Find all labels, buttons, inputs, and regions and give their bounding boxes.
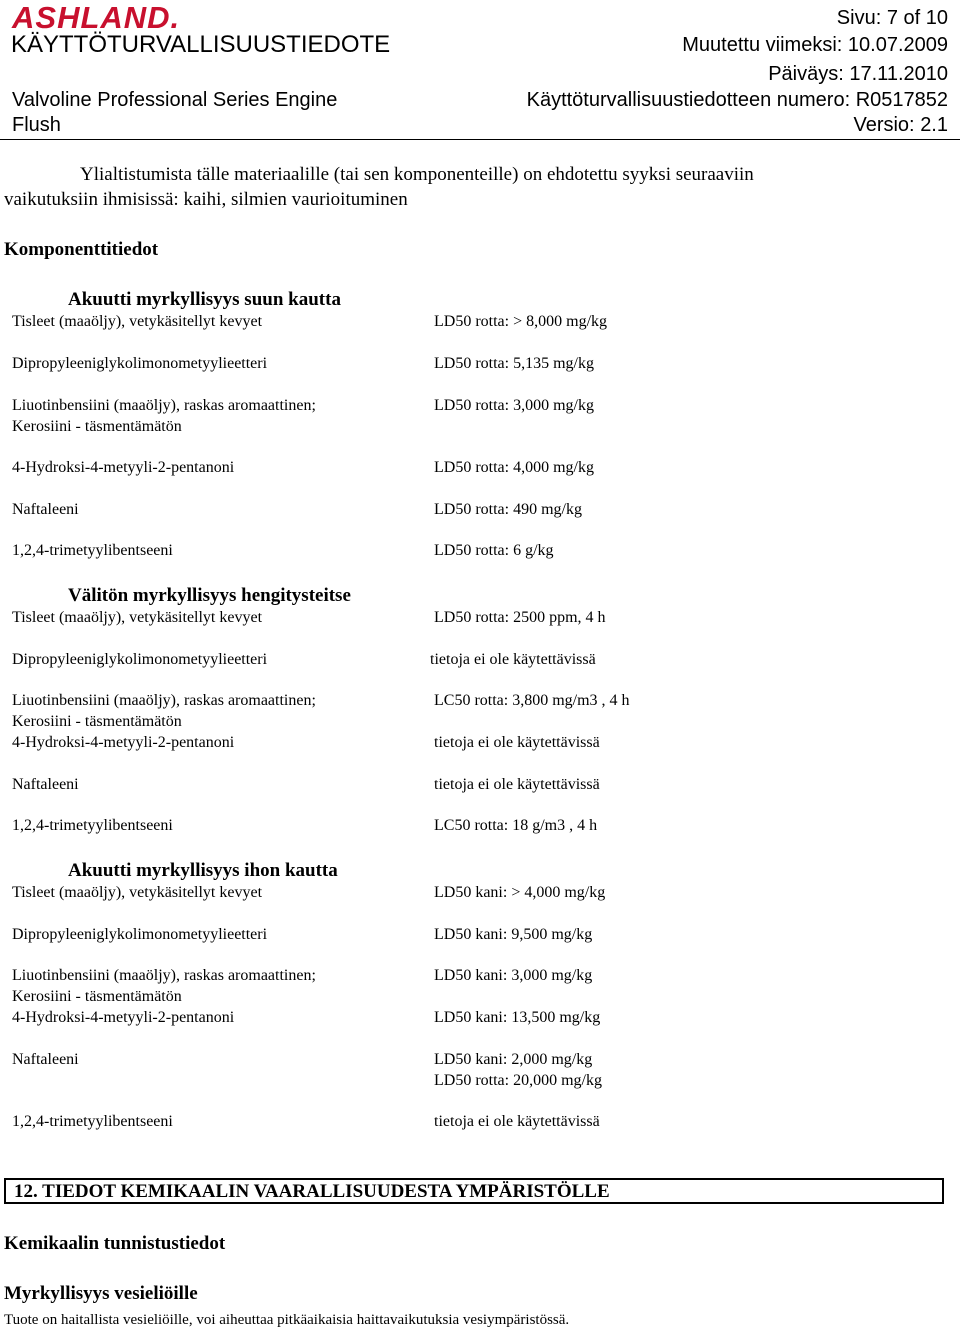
aquatic-toxicity-text: Tuote on haitallista vesieliöille, voi aiheuttaa pitkäaikaisia haittavaikutuksia vesiympäristössä.	[4, 1312, 570, 1328]
component-name: 4-Hydroksi-4-metyyli-2-pentanoni	[12, 459, 235, 476]
revised-date	[682, 33, 948, 57]
toxicity-value: LD50 kani: 3,000 mg/kg	[434, 967, 593, 984]
product-name-line1: Valvoline Professional Series Engine	[12, 89, 338, 111]
component-info-heading: Komponenttitiedot	[4, 239, 159, 260]
component-name-cont: Kerosiini - täsmentämätön	[12, 713, 182, 730]
intro-line1: Ylialtistumista tälle materiaalille (tai sen komponenteille) on ehdotettu syyksi seuraaviin	[80, 164, 754, 185]
component-name: Liuotinbensiini (maaöljy), raskas aromaattinen;	[12, 967, 316, 984]
toxicity-value: LD50 rotta: 5,135 mg/kg	[434, 355, 594, 372]
sds-number-value: R0517852	[855, 89, 948, 111]
toxicity-value: LD50 rotta: 2500 ppm, 4 h	[434, 609, 606, 626]
page-label: Sivu:	[836, 7, 882, 29]
revised-label: Muutettu viimeksi:	[682, 34, 843, 56]
component-name: 1,2,4-trimetyylibentseeni	[12, 542, 173, 559]
page-value: 7 of 10	[886, 7, 948, 29]
toxicity-value: LC50 rotta: 18 g/m3 , 4 h	[434, 817, 598, 834]
toxicity-value: LD50 rotta: 4,000 mg/kg	[434, 459, 594, 476]
toxicity-value: LC50 rotta: 3,800 mg/m3 , 4 h	[434, 692, 630, 709]
toxicity-value: LD50 rotta: 6 g/kg	[434, 542, 554, 559]
toxicity-value: LD50 kani: 9,500 mg/kg	[434, 926, 593, 943]
section-12-title: 12. TIEDOT KEMIKAALIN VAARALLISUUDESTA YMPÄRISTÖLLE	[14, 1181, 610, 1202]
component-name-cont: Kerosiini - täsmentämätön	[12, 988, 182, 1005]
oral-toxicity-heading: Akuutti myrkyllisyys suun kautta	[68, 289, 341, 310]
component-name: 1,2,4-trimetyylibentseeni	[12, 817, 173, 834]
issue-date	[768, 62, 948, 86]
date-value: 17.11.2010	[849, 63, 948, 85]
component-name-cont: Kerosiini - täsmentämätön	[12, 418, 182, 435]
component-name: 1,2,4-trimetyylibentseeni	[12, 1113, 173, 1130]
toxicity-value: LD50 kani: 2,000 mg/kg	[434, 1051, 593, 1068]
version-value: 2.1	[920, 114, 948, 136]
date-label: Päiväys:	[768, 63, 844, 85]
component-name: 4-Hydroksi-4-metyyli-2-pentanoni	[12, 1009, 235, 1026]
component-name: Liuotinbensiini (maaöljy), raskas aromaattinen;	[12, 692, 316, 709]
document-title: KÄYTTÖTURVALLISUUSTIEDOTE	[11, 31, 391, 58]
component-name: Dipropyleeniglykolimonometyylieetteri	[12, 926, 268, 943]
component-name: Tisleet (maaöljy), vetykäsitellyt kevyet	[12, 313, 263, 330]
version-label: Versio:	[853, 114, 915, 136]
toxicity-value: LD50 rotta: 3,000 mg/kg	[434, 397, 594, 414]
toxicity-value: LD50 rotta: 490 mg/kg	[434, 501, 582, 518]
component-name: Naftaleeni	[12, 1051, 79, 1068]
component-name: Tisleet (maaöljy), vetykäsitellyt kevyet	[12, 884, 263, 901]
toxicity-value: LD50 rotta: > 8,000 mg/kg	[434, 313, 608, 330]
component-name: Naftaleeni	[12, 776, 79, 793]
version	[853, 113, 948, 137]
component-name: Dipropyleeniglykolimonometyylieetteri	[12, 355, 268, 372]
toxicity-value: tietoja ei ole käytettävissä	[434, 734, 600, 751]
sds-number	[527, 88, 948, 112]
intro-line2: vaikutuksiin ihmisissä: kaihi, silmien vaurioituminen	[4, 189, 408, 210]
toxicity-value: tietoja ei ole käytettävissä	[434, 776, 600, 793]
chemical-identification-heading: Kemikaalin tunnistustiedot	[4, 1233, 226, 1254]
component-name: 4-Hydroksi-4-metyyli-2-pentanoni	[12, 734, 235, 751]
component-name: Liuotinbensiini (maaöljy), raskas aromaattinen;	[12, 397, 316, 414]
toxicity-value-2: LD50 rotta: 20,000 mg/kg	[434, 1072, 602, 1089]
revised-value: 10.07.2009	[847, 34, 948, 56]
toxicity-value: LD50 kani: > 4,000 mg/kg	[434, 884, 606, 901]
toxicity-value: tietoja ei ole käytettävissä	[430, 651, 596, 668]
component-name: Tisleet (maaöljy), vetykäsitellyt kevyet	[12, 609, 263, 626]
toxicity-value: tietoja ei ole käytettävissä	[434, 1113, 600, 1130]
dermal-toxicity-heading: Akuutti myrkyllisyys ihon kautta	[68, 860, 338, 881]
page-number	[837, 6, 948, 30]
section-12-header	[4, 1178, 944, 1204]
sds-number-label: Käyttöturvallisuustiedotteen numero:	[526, 89, 851, 111]
component-name: Naftaleeni	[12, 501, 79, 518]
inhalation-toxicity-heading: Välitön myrkyllisyys hengitysteitse	[68, 585, 351, 606]
product-name-line2: Flush	[12, 114, 61, 136]
ashland-logo: ASHLAND.	[12, 0, 181, 35]
aquatic-toxicity-heading: Myrkyllisyys vesieliöille	[4, 1283, 198, 1304]
header-divider	[0, 139, 960, 140]
toxicity-value: LD50 kani: 13,500 mg/kg	[434, 1009, 601, 1026]
component-name: Dipropyleeniglykolimonometyylieetteri	[12, 651, 268, 668]
